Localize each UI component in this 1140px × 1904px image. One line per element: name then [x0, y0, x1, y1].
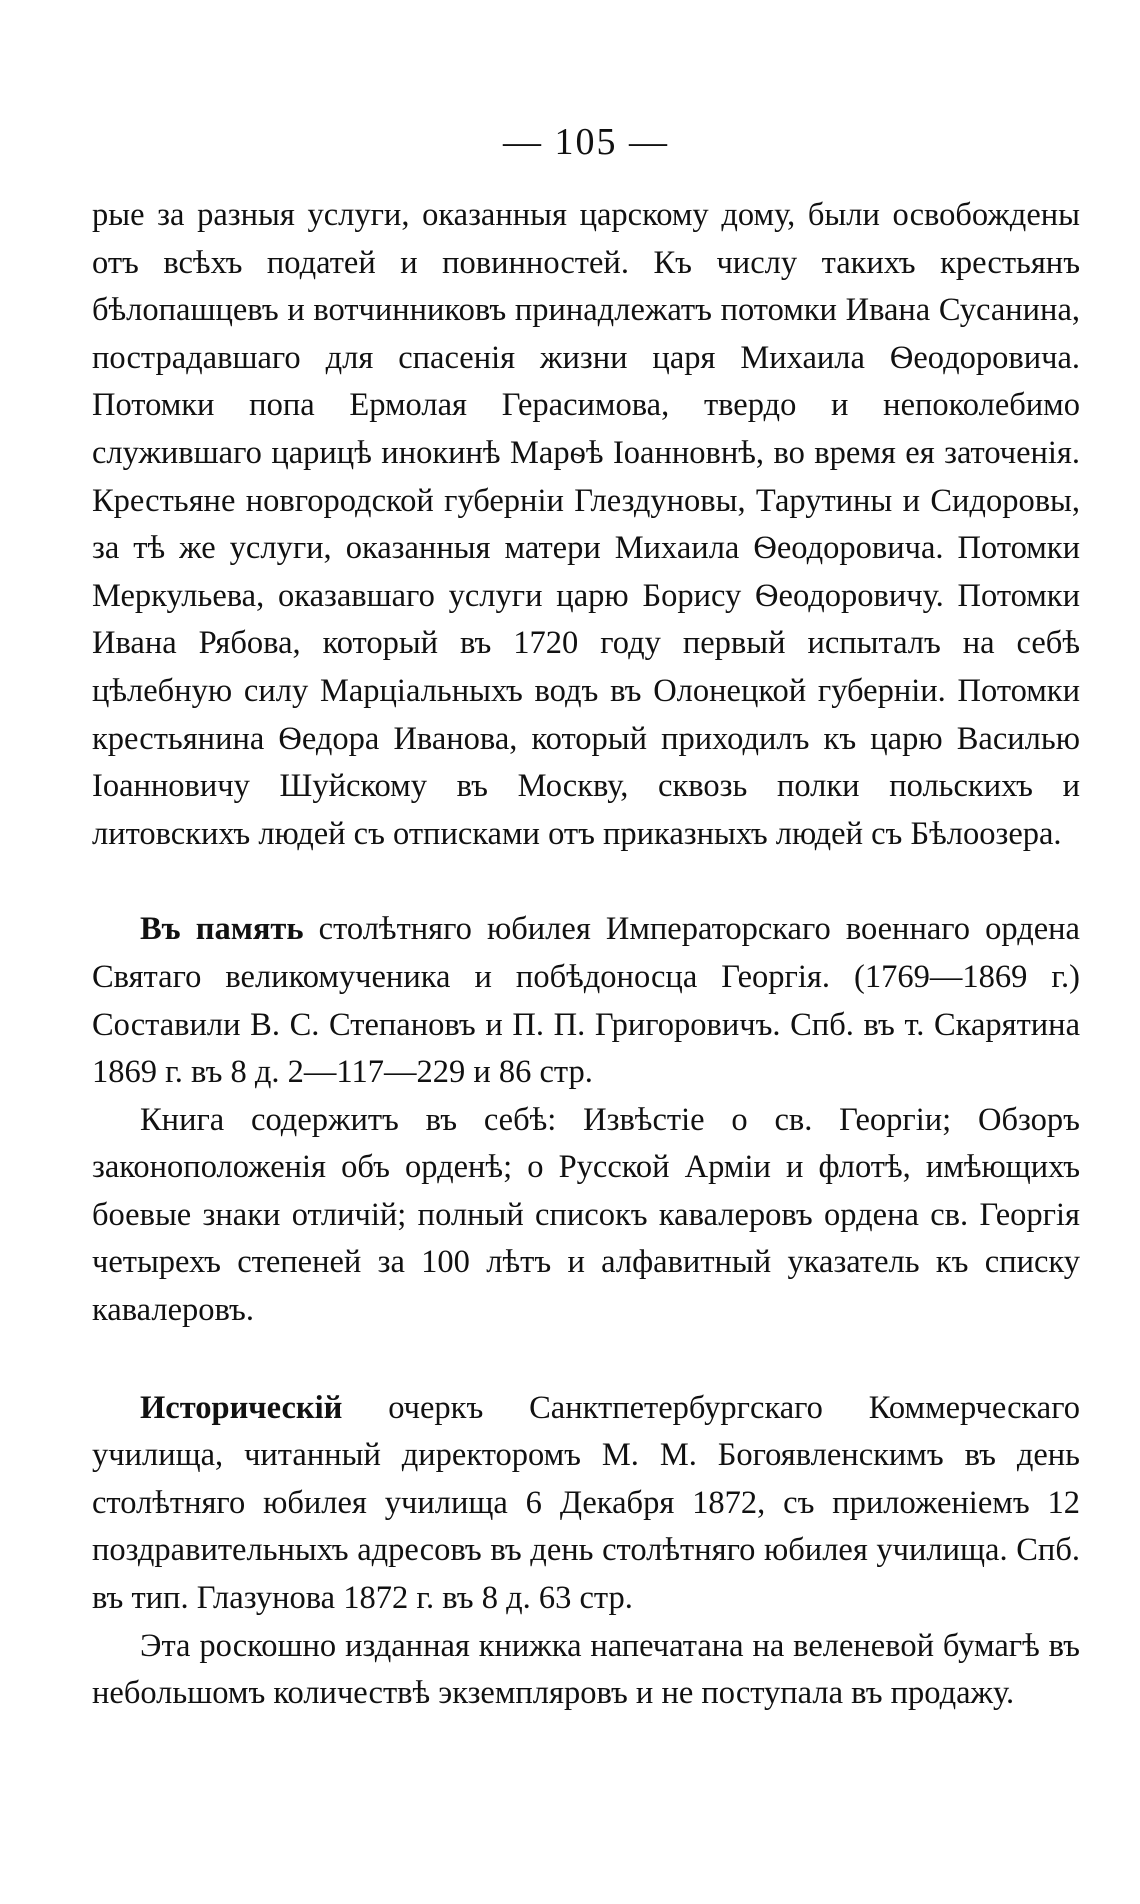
- entry-title-rest: столѣтняго юбилея Императорскаго военнаго ордена Святаго великомученика и побѣдоносца Георгія. (1769—1869 г.) Составили В. С. Степановъ и П. П. Григоровичъ. Спб. въ т. Скарятина 1869 г. въ 8 д. 2—117—229 и 86 стр.: [92, 911, 1080, 1091]
- bibliography-entry-2: [92, 1385, 1080, 1718]
- entry-title: [92, 1385, 1080, 1623]
- entry-title-lead: Историческій: [140, 1389, 343, 1426]
- entry-title-rest: очеркъ Санктпетербургскаго Коммерческаго училища, читанный директоромъ М. М. Богоявленскимъ въ день столѣтняго юбилея училища 6 Декабря 1872, съ приложеніемъ 12 поздравительныхъ адресовъ въ день столѣтняго юбилея училища. Спб. въ тип. Глазунова 1872 г. въ 8 д. 63 стр.: [92, 1389, 1080, 1617]
- entry-title: [92, 906, 1080, 1096]
- entry-description: Эта роскошно изданная книжка напечатана на веленевой бумагѣ въ небольшомъ количествѣ экземпляровъ и не поступала въ продажу.: [92, 1627, 1080, 1712]
- paragraph-continuation: рые за разныя услуги, оказанныя царскому дому, были освобождены отъ всѣхъ податей и повинностей. Къ числу такихъ крестьянъ бѣлопашцевъ и вотчинниковъ принадлежатъ потомки Ивана Сусанина, пострадавшаго для спасенія жизни царя Михаила Ѳеодоровича. Потомки попа Ермолая Герасимова, твердо и непоколебимо служившаго царицѣ инокинѣ Марѳѣ Іоанновнѣ, во время ея заточенія. Крестьяне новгородской губерніи Глездуновы, Тарутины и Сидоровы, за тѣ же услуги, оказанныя матери Михаила Ѳеодоровича. Потомки Меркульева, оказавшаго услуги царю Борису Ѳеодоровичу. Потомки Ивана Рябова, который въ 1720 году первый испыталъ на себѣ цѣлебную силу Марціальныхъ водъ въ Олонецкой губерніи. Потомки крестьянина Ѳедора Иванова, который приходилъ къ царю Василью Іоанновичу Шуйскому въ Москву, сквозь полки польскихъ и литовскихъ людей съ отписками отъ приказныхъ людей съ Бѣлоозера.: [92, 197, 1080, 852]
- document-page: [92, 120, 1080, 1768]
- bibliography-entry-1: [92, 906, 1080, 1334]
- page-number: — 105 —: [503, 121, 669, 163]
- entry-title-lead: Въ память: [140, 911, 304, 948]
- entry-description: Книга содержитъ въ себѣ: Извѣстіе о св. Георгіи; Обзоръ законоположенія объ орденѣ; о Русской Арміи и флотѣ, имѣющихъ боевые знаки отличій; полный списокъ кавалеровъ ордена св. Георгія четырехъ степеней за 100 лѣтъ и алфавитный указатель къ списку кавалеровъ.: [92, 1101, 1080, 1329]
